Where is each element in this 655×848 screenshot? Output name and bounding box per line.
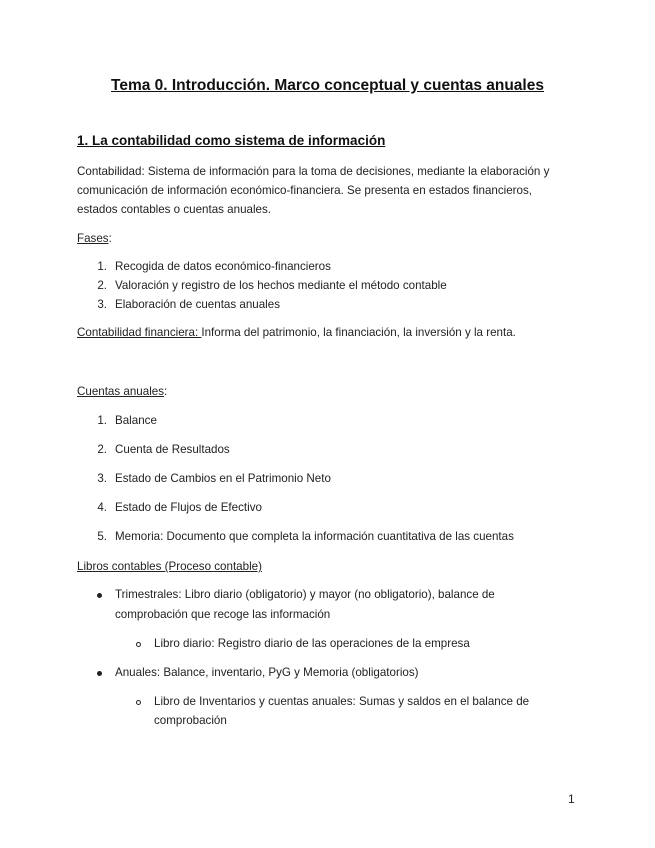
cuentas-label: Cuentas anuales (77, 385, 165, 398)
cuenta-item: Estado de Cambios en el Patrimonio Neto (115, 472, 331, 485)
fase-number: 1. (97, 260, 107, 273)
circle-bullet-icon (136, 700, 141, 705)
cuenta-item: Cuenta de Resultados (115, 443, 230, 456)
fase-number: 2. (97, 279, 107, 292)
fase-item: Valoración y registro de los hechos mediante el método contable (115, 279, 447, 292)
cuenta-number: 3. (97, 472, 107, 485)
bullet-icon (97, 593, 102, 598)
cuenta-number: 2. (97, 443, 107, 456)
fase-item: Recogida de datos económico-financieros (115, 260, 331, 273)
circle-bullet-icon (136, 642, 141, 647)
contabilidad-financiera (77, 325, 516, 341)
fases-heading (77, 231, 112, 247)
section-heading: 1. La contabilidad como sistema de información (77, 133, 386, 148)
fase-item: Elaboración de cuentas anuales (115, 298, 281, 311)
fases-colon: : (108, 232, 112, 245)
page-number: 1 (568, 792, 575, 806)
fases-label: Fases (77, 232, 109, 245)
definition-line-3: estados contables o cuentas anuales. (77, 203, 272, 216)
definition-line-1: Contabilidad: Sistema de información para la toma de decisiones, mediante la elaboración y (77, 165, 550, 178)
trimestrales-line-2: comprobación que recoge las información (115, 608, 331, 621)
cuenta-number: 4. (97, 501, 107, 514)
fase-number: 3. (97, 298, 107, 311)
cf-label: Contabilidad financiera: (77, 326, 202, 339)
anuales-line: Anuales: Balance, inventario, PyG y Memoria (obligatorios) (115, 666, 419, 679)
libros-heading: Libros contables (Proceso contable) (77, 560, 262, 573)
cuenta-item: Memoria: Documento que completa la información cuantitativa de las cuentas (115, 530, 514, 543)
cuenta-number: 1. (97, 414, 107, 427)
cuenta-item: Balance (115, 414, 157, 427)
libro-inventarios-line-1: Libro de Inventarios y cuentas anuales: Sumas y saldos en el balance de (154, 695, 530, 708)
cuenta-item: Estado de Flujos de Efectivo (115, 501, 262, 514)
cuentas-colon: : (164, 385, 168, 398)
cuenta-number: 5. (97, 530, 107, 543)
libro-diario-item: Libro diario: Registro diario de las operaciones de la empresa (154, 637, 470, 650)
bullet-icon (97, 671, 102, 676)
definition-line-2: comunicación de información económico-financiera. Se presenta en estados financieros, (77, 184, 532, 197)
cuentas-heading (77, 384, 167, 400)
trimestrales-line-1: Trimestrales: Libro diario (obligatorio) y mayor (no obligatorio), balance de (115, 588, 495, 601)
libro-inventarios-line-2: comprobación (154, 714, 227, 727)
document-title: Tema 0. Introducción. Marco conceptual y cuentas anuales (111, 77, 544, 94)
cf-text: Informa del patrimonio, la financiación, la inversión y la renta. (201, 326, 516, 339)
